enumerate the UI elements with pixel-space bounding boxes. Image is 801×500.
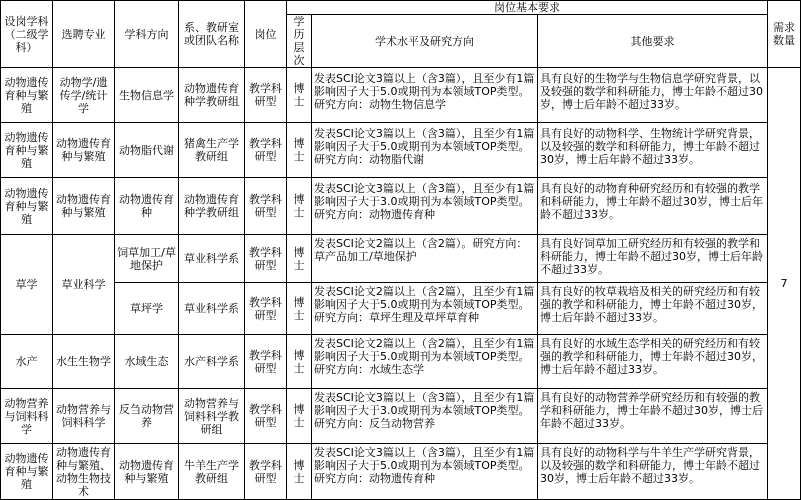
header-department: 系、教研室或团队名称 bbox=[179, 1, 245, 68]
cell-degree: 博士 bbox=[287, 178, 312, 235]
cell-position: 教学科研型 bbox=[245, 123, 287, 178]
header-position: 岗位 bbox=[245, 1, 287, 68]
cell-department: 动物营养与饲料科学教研组 bbox=[179, 389, 245, 444]
cell-discipline: 动物遗传育种与繁殖 bbox=[1, 123, 53, 178]
cell-academic: 发表SCI论文3篇以上（含3篇），且至少有1篇影响因子大于3.0或期刊为本领域TOP类型。研究方向：反刍动物营养 bbox=[312, 389, 538, 444]
cell-major: 草业科学 bbox=[53, 235, 115, 335]
cell-department: 动物遗传育种学教研组 bbox=[179, 68, 245, 123]
cell-discipline: 动物营养与饲料科学 bbox=[1, 389, 53, 444]
cell-direction: 动物遗传育种与繁殖 bbox=[115, 444, 179, 500]
cell-degree: 博士 bbox=[287, 389, 312, 444]
header-academic: 学术水平及研究方向 bbox=[312, 15, 538, 68]
cell-major: 动物营养与饲料科学 bbox=[53, 389, 115, 444]
cell-degree: 博士 bbox=[287, 123, 312, 178]
table-row bbox=[1, 389, 801, 444]
cell-other: 具有良好的动物营养学研究经历和有较强的教学和科研能力，博士年龄不超过30岁，博士后年龄不超过33岁。 bbox=[538, 389, 768, 444]
cell-direction: 生物信息学 bbox=[115, 68, 179, 123]
cell-count: 7 bbox=[768, 68, 801, 500]
cell-academic: 发表SCI论文3篇以上（含3篇），且至少有1篇影响因子大于5.0或期刊为本领域TOP类型。研究方向：动物遗传育种 bbox=[312, 444, 538, 500]
cell-other: 具有良好的动物科学与牛羊生产学研究背景，以及较强的数学和科研能力，博士年龄不超过30岁，博士后年龄不超过33岁。 bbox=[538, 444, 768, 500]
cell-major: 动物学/遗传学/统计学 bbox=[53, 68, 115, 123]
cell-academic: 发表SCI论文2篇以上（含2篇），且至少有1篇影响因子大于5.0或期刊为本领域TOP类型。研究方向：草坪生理及草坪草育种 bbox=[312, 283, 538, 335]
cell-major: 动物遗传育种与繁殖 bbox=[53, 178, 115, 235]
table-row bbox=[1, 235, 801, 283]
cell-direction: 草坪学 bbox=[115, 283, 179, 335]
cell-department: 草业科学系 bbox=[179, 283, 245, 335]
table-row bbox=[1, 283, 801, 335]
cell-direction: 动物脂代谢 bbox=[115, 123, 179, 178]
cell-position: 教学科研型 bbox=[245, 335, 287, 389]
cell-other: 具有良好饲草加工研究经历和有较强的教学和科研能力，博士年龄不超过30岁，博士后年龄不超过33岁。 bbox=[538, 235, 768, 283]
cell-major: 动物遗传育种与繁殖 bbox=[53, 123, 115, 178]
cell-direction: 反刍动物营养 bbox=[115, 389, 179, 444]
cell-major: 水生生物学 bbox=[53, 335, 115, 389]
cell-academic: 发表SCI论文3篇以上（含3篇），且至少有1篇影响因子大于5.0或期刊为本领域TOP类型。研究方向：动物脂代谢 bbox=[312, 123, 538, 178]
cell-discipline: 草学 bbox=[1, 235, 53, 335]
cell-other: 具有良好的水域生态学相关的研究经历和有较强的教学和科研能力，博士年龄不超过30岁，博士后年龄不超过33岁。 bbox=[538, 335, 768, 389]
cell-discipline: 水产 bbox=[1, 335, 53, 389]
cell-other: 具有良好的动物科学、生物统计学研究背景，以及较强的数学和科研能力，博士年龄不超过30岁，博士后年龄不超过33岁。 bbox=[538, 123, 768, 178]
cell-discipline: 动物遗传育种与繁殖 bbox=[1, 68, 53, 123]
cell-academic: 发表SCI论文2篇以上（含2篇）。研究方向：草产品加工/草地保护 bbox=[312, 235, 538, 283]
table-row bbox=[1, 123, 801, 178]
cell-department: 动物遗传育种学教研组 bbox=[179, 178, 245, 235]
header-degree: 学历层次 bbox=[287, 15, 312, 68]
cell-other: 具有良好的生物学与生物信息学研究背景，以及较强的数学和科研能力，博士年龄不超过30岁，博士后年龄不超过33岁。 bbox=[538, 68, 768, 123]
table-row bbox=[1, 335, 801, 389]
cell-academic: 发表SCI论文2篇以上（含2篇），且至少有1篇影响因子大于5.0或期刊为本领域TOP类型。研究方向：水域生态学 bbox=[312, 335, 538, 389]
cell-direction: 水域生态 bbox=[115, 335, 179, 389]
cell-department: 草业科学系 bbox=[179, 235, 245, 283]
cell-position: 教学科研型 bbox=[245, 283, 287, 335]
header-discipline: 设岗学科（二级学科） bbox=[1, 1, 53, 68]
table-row bbox=[1, 178, 801, 235]
cell-position: 教学科研型 bbox=[245, 389, 287, 444]
cell-direction: 饲草加工/草地保护 bbox=[115, 235, 179, 283]
cell-position: 教学科研型 bbox=[245, 68, 287, 123]
cell-degree: 博士 bbox=[287, 283, 312, 335]
cell-degree: 博士 bbox=[287, 444, 312, 500]
cell-major: 动物遗传育种与繁殖、动物生物技术 bbox=[53, 444, 115, 500]
cell-department: 猪禽生产学教研组 bbox=[179, 123, 245, 178]
header-major: 选聘专业 bbox=[53, 1, 115, 68]
cell-position: 教学科研型 bbox=[245, 235, 287, 283]
cell-position: 教学科研型 bbox=[245, 444, 287, 500]
header-count: 需求数量 bbox=[768, 1, 801, 68]
cell-department: 牛羊生产学教研组 bbox=[179, 444, 245, 500]
header-requirements: 岗位基本要求 bbox=[287, 1, 768, 15]
cell-position: 教学科研型 bbox=[245, 178, 287, 235]
cell-discipline: 动物遗传育种与繁殖 bbox=[1, 178, 53, 235]
cell-department: 水产科学系 bbox=[179, 335, 245, 389]
table-row bbox=[1, 444, 801, 500]
cell-academic: 发表SCI论文3篇以上（含3篇），且至少有1篇影响因子大于5.0或期刊为本领域TOP类型。研究方向：动物生物信息学 bbox=[312, 68, 538, 123]
cell-other: 具有良好的动物育种研究经历和有较强的教学和科研能力，博士年龄不超过30岁，博士后年龄不超过33岁。 bbox=[538, 178, 768, 235]
table-row bbox=[1, 68, 801, 123]
header-other: 其他要求 bbox=[538, 15, 768, 68]
cell-other: 具有良好的牧草栽培及相关的研究经历和有较强的教学和科研能力，博士年龄不超过30岁，博士后年龄不超过33岁。 bbox=[538, 283, 768, 335]
cell-direction: 动物遗传育种 bbox=[115, 178, 179, 235]
cell-degree: 博士 bbox=[287, 68, 312, 123]
header-direction: 学科方向 bbox=[115, 1, 179, 68]
cell-discipline: 动物遗传育种与繁殖 bbox=[1, 444, 53, 500]
cell-degree: 博士 bbox=[287, 235, 312, 283]
cell-academic: 发表SCI论文3篇以上（含3篇），且至少有1篇影响因子大于3.0或期刊为本领域TOP类型。研究方向：动物遗传育种 bbox=[312, 178, 538, 235]
cell-degree: 博士 bbox=[287, 335, 312, 389]
